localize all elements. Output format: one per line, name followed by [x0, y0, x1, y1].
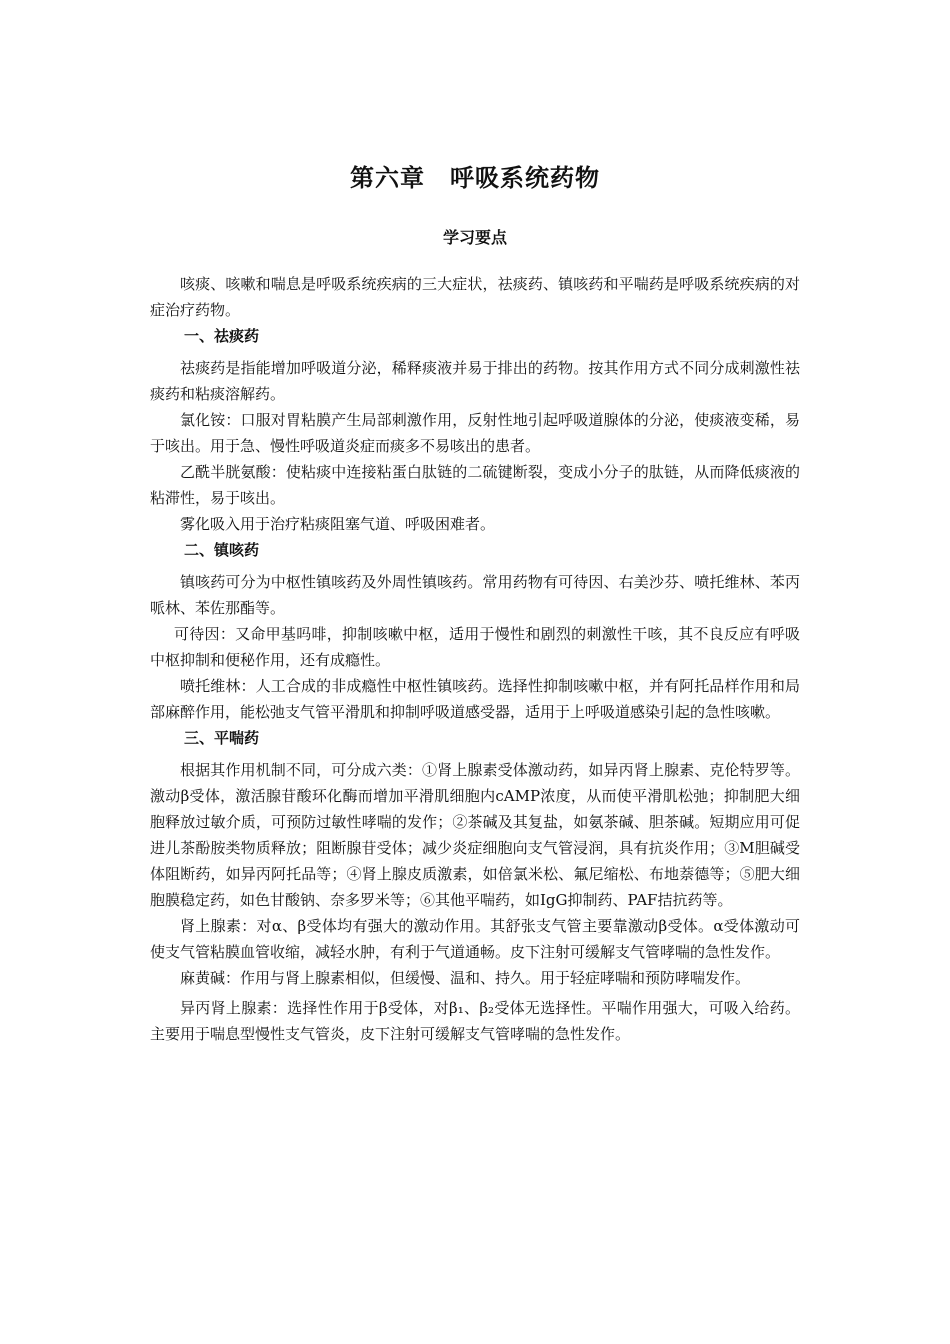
paragraph: 氯化铵：口服对胃粘膜产生局部刺激作用，反射性地引起呼吸道腺体的分泌，使痰液变稀，易于咳出。用于急、慢性呼吸道炎症而痰多不易咳出的患者。: [150, 411, 800, 455]
paragraph: 异丙肾上腺素：选择性作用于β受体，对β₁、β₂受体无选择性。平喘作用强大，可吸入给药。主要用于喘息型慢性支气管炎，皮下注射可缓解支气管哮喘的急性发作。: [150, 999, 800, 1043]
paragraph: 雾化吸入用于治疗粘痰阻塞气道、呼吸困难者。: [180, 515, 496, 533]
section-subtitle: 学习要点: [442, 228, 507, 247]
paragraph: 祛痰药是指能增加呼吸道分泌，稀释痰液并易于排出的药物。按其作用方式不同分成刺激性祛痰药和粘痰溶解药。: [150, 359, 800, 403]
chapter-title: 第六章 呼吸系统药物: [350, 164, 600, 192]
paragraph: 根据其作用机制不同，可分成六类：①肾上腺素受体激动药，如异丙肾上腺素、克伦特罗等。激动β受体，激活腺苷酸环化酶而增加平滑肌细胞内cAMP浓度，从而使平滑肌松弛；抑制肥大细胞释放过敏介质，可预防过敏性哮喘的发作；②茶碱及其复盐，如氨茶碱、胆茶碱。短期应用可促进儿茶酚胺类物质释放；阻断腺苷受体；减少炎症细胞向支气管浸润，具有抗炎作用；③M胆碱受体阻断药，如异丙阿托品等；④肾上腺皮质激素，如倍氯米松、氟尼缩松、布地萘德等；⑤肥大细胞膜稳定药，如色甘酸钠、奈多罗米等；⑥其他平喘药，如IgG抑制药、PAF拮抗药等。: [150, 761, 800, 909]
paragraph: 喷托维林：人工合成的非成瘾性中枢性镇咳药。选择性抑制咳嗽中枢，并有阿托品样作用和局部麻醉作用，能松弛支气管平滑肌和抑制呼吸道感受器，适用于上呼吸道感染引起的急性咳嗽。: [150, 677, 800, 721]
section-heading-antitussives: 二、镇咳药: [184, 541, 260, 559]
paragraph: 可待因：又命甲基吗啡，抑制咳嗽中枢，适用于慢性和剧烈的刺激性干咳，其不良反应有呼吸中枢抑制和便秘作用，还有成瘾性。: [150, 625, 800, 669]
paragraph: 麻黄碱：作用与肾上腺素相似，但缓慢、温和、持久。用于轻症哮喘和预防哮喘发作。: [180, 969, 751, 987]
section-heading-expectorants: 一、祛痰药: [184, 327, 260, 345]
paragraph: 镇咳药可分为中枢性镇咳药及外周性镇咳药。常用药物有可待因、右美沙芬、喷托维林、苯丙哌林、苯佐那酯等。: [150, 573, 800, 617]
section-heading-antiasthmatics: 三、平喘药: [184, 729, 260, 747]
paragraph: 肾上腺素：对α、β受体均有强大的激动作用。其舒张支气管主要靠激动β受体。α受体激动可使支气管粘膜血管收缩，减轻水肿，有利于气道通畅。皮下注射可缓解支气管哮喘的急性发作。: [150, 917, 800, 961]
intro-paragraph: 咳痰、咳嗽和喘息是呼吸系统疾病的三大症状，祛痰药、镇咳药和平喘药是呼吸系统疾病的对症治疗药物。: [150, 275, 800, 319]
document-page: [150, 160, 800, 1047]
paragraph: 乙酰半胱氨酸：使粘痰中连接粘蛋白肽链的二硫键断裂，变成小分子的肽链，从而降低痰液的粘滞性，易于咳出。: [150, 463, 800, 507]
